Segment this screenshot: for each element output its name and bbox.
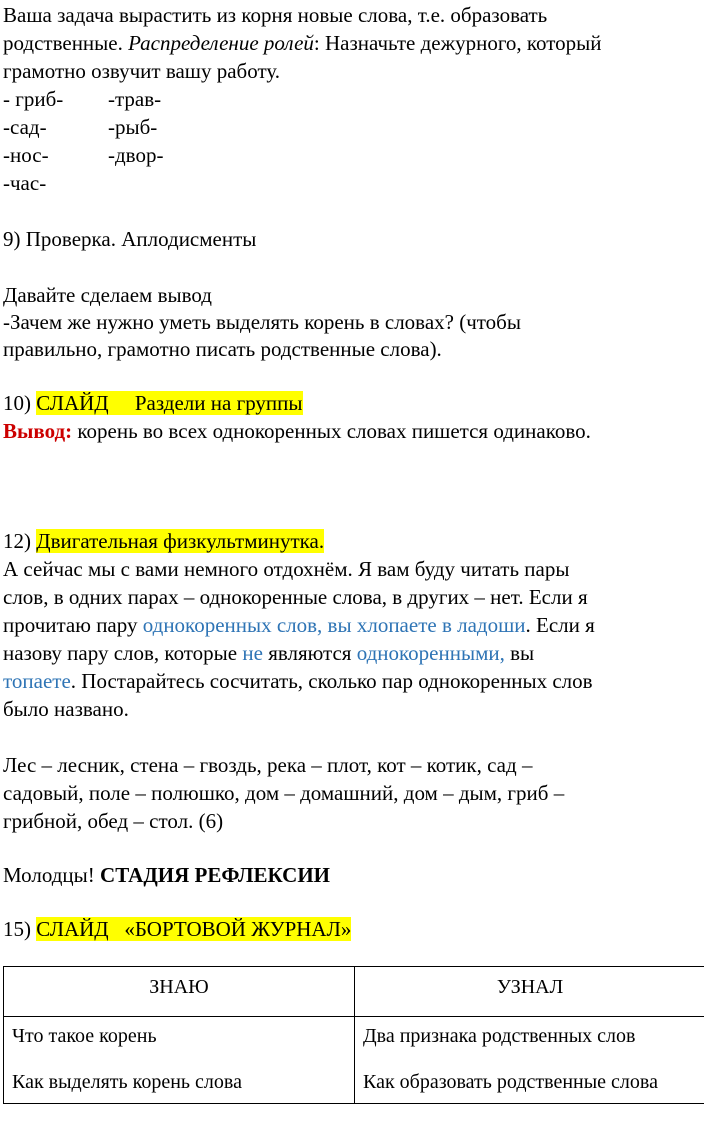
logbook-table [3,966,704,1104]
roles-italic: Распределение ролей [128,31,314,55]
reflection-stage: СТАДИЯ РЕФЛЕКСИИ [100,863,331,887]
conclusion-line-3: правильно, грамотно писать родственные слова). [3,337,442,361]
header-learned: УЗНАЛ [355,967,704,1017]
root-item: -час- [3,171,47,195]
pairs-line-2: садовый, поле – полюшко, дом – домашний, дом – дым, гриб – [3,781,565,805]
intro-line-2: родственные. Распределение ролей: Назначьте дежурного, который [3,31,602,55]
slide-highlight: СЛАЙД Раздели на группы [36,391,303,415]
vyvod-label: Вывод: [3,419,73,443]
header-know: ЗНАЮ [4,967,355,1017]
cell-learned: Два признака родственных слов Как образовать родственные слова [355,1017,704,1104]
intro-line-1: Ваша задача вырастить из корня новые слова, т.е. образовать [3,3,548,27]
conclusion-line-2: -Зачем же нужно уметь выделять корень в словах? (чтобы [3,310,521,334]
root-item: - гриб- -трав- [3,87,162,111]
pairs-line-3: грибной, обед – стол. (6) [3,809,224,833]
exercise-line-2: слов, в одних парах – однокоренные слова, в других – нет. Если я [3,585,588,609]
table-header-row [4,967,704,1017]
exercise-highlight: Двигательная физкультминутка. [36,529,325,553]
step-9: 9) Проверка. Аплодисменты [3,227,257,251]
exercise-line-6: было названо. [3,697,129,721]
exercise-line-3: прочитаю пару однокоренных слов, вы хлопаете в ладоши. Если я [3,613,595,637]
table-row [4,1017,704,1104]
root-item: -нос- -двор- [3,143,164,167]
exercise-line-4: назову пару слов, которые не являются однокоренными, вы [3,641,535,665]
pairs-line-1: Лес – лесник, стена – гвоздь, река – плот, кот – котик, сад – [3,753,533,777]
intro-line-3: грамотно озвучит вашу работу. [3,59,280,83]
cell-know: Что такое корень Как выделять корень слова [4,1017,355,1104]
conclusion-line-1: Давайте сделаем вывод [3,283,212,307]
exercise-line-1: А сейчас мы с вами немного отдохнём. Я вам буду читать пары [3,557,570,581]
step-12: 12) Двигательная физкультминутка. [3,529,325,553]
root-item: -сад- -рыб- [3,115,158,139]
step-15: 15) СЛАЙД «БОРТОВОЙ ЖУРНАЛ» [3,917,352,941]
journal-highlight: СЛАЙД «БОРТОВОЙ ЖУРНАЛ» [36,917,352,941]
exercise-line-5: топаете. Постарайтесь сосчитать, сколько пар однокоренных слов [3,669,593,693]
step-10: 10) СЛАЙД Раздели на группы [3,391,303,415]
reflection-line: Молодцы! СТАДИЯ РЕФЛЕКСИИ [3,863,331,887]
vyvod-line: Вывод: корень во всех однокоренных словах пишется одинаково. [3,419,591,443]
